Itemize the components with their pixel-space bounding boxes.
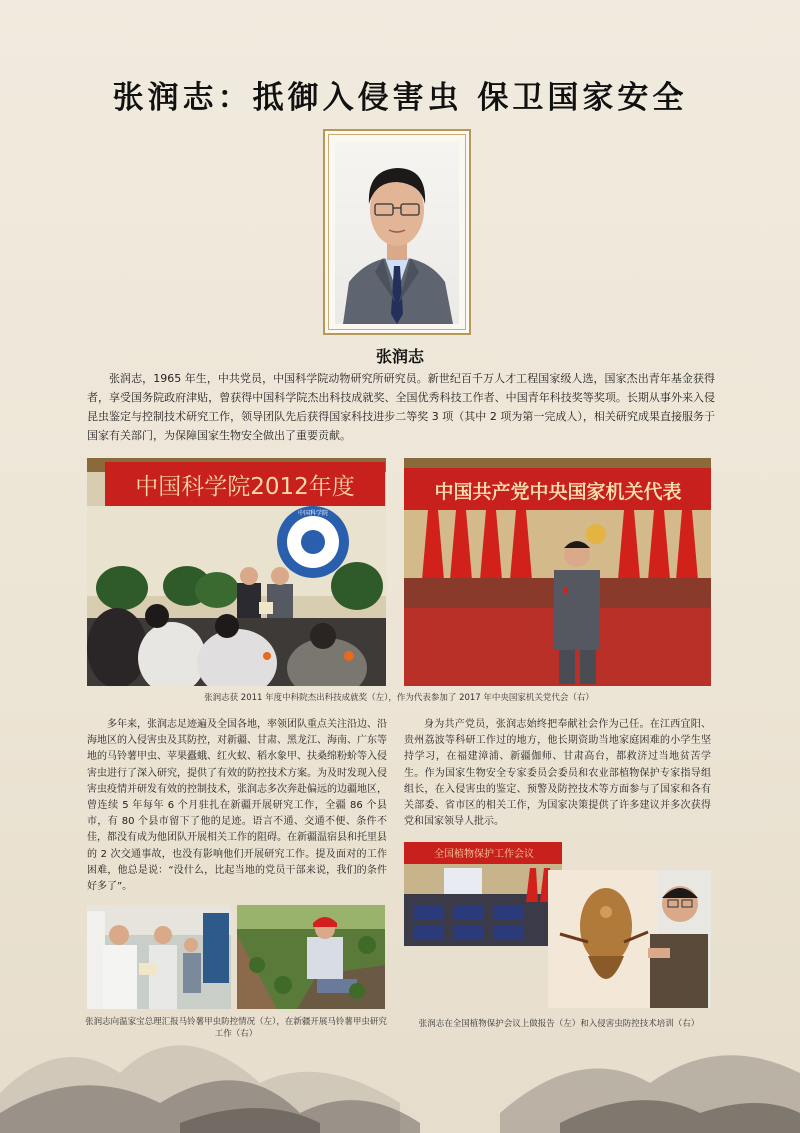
party-congress-photo [404, 458, 711, 686]
meeting-report-photo [404, 842, 562, 946]
caption-bottom-right: 张润志在全国植物保护会议上做报告（左）和入侵害虫防控技术培训（右） [418, 1019, 700, 1029]
award-ceremony-photo [87, 458, 386, 686]
ink-mountains-decoration [0, 973, 800, 1133]
portrait-frame [323, 129, 471, 335]
portrait-photo [335, 142, 459, 324]
paragraph-field-work: 多年来，张润志足迹遍及全国各地，率领团队重点关注沿边、沿海地区的入侵害虫及其防控，对新疆、甘肃、黑龙江、海南、广东等地的马铃薯甲虫、苹果蠹蛾、红火蚁、稻水象甲、扶桑绵粉蚧等入侵害虫进行了深入研究，提供了有效的防控技术方案。为及时发现入侵害虫疫情并研发有效的控制技术，张润志多次奔赴偏远的边疆地区，曾连续 5 年每年 6 个月驻扎在新疆开展研究工作，全疆 86 个县市，有 80 个县市留下了他的足迹。语言不通、交通不便、条件不佳，都没有成为他团队开展相关工作的阻碍。在新疆温宿县和托里县的 2 次交通事故，也没有影响他们开展研究工作。提及面对的工作困难，他总是说：“没什么，比起当地的党员干部来说，我们的条件好多了”。 [87, 719, 387, 893]
person-name: 张润志 [375, 347, 424, 366]
page-title: 张润志：抵御入侵害虫 保卫国家安全 [112, 80, 688, 116]
cas-emblem-text: 中国科学院 [297, 510, 329, 517]
congress-banner-text: 中国共产党中央国家机关代表 [434, 481, 682, 503]
caption-bottom-left: 张润志向温家宝总理汇报马铃薯甲虫防控情况（左），在新疆开展马铃薯甲虫研究工作（右） [85, 1017, 387, 1039]
paragraph-social-service: 身为共产党员，张润志始终把奉献社会作为己任。在江西宜阳、贵州荔波等科研工作过的地方，他长期资助当地家庭困难的小学生坚持学习，在福建漳浦、新疆伽师、甘肃高台，都救济过当地贫苦学生。作为国家生物安全专家委员会委员和农业部植物保护专家指导组组长，在入侵害虫的鉴定、预警及防控技术等方面参与了国家和各有关部委、省市区的相关工作，为国家决策提供了许多建议并多次获得党和国家领导人批示。 [404, 719, 711, 828]
bio-paragraph: 张润志，1965 年生，中共党员，中国科学院动物研究所研究员。新世纪百千万人才工程国家级人选，国家杰出青年基金获得者，享受国务院政府津贴，曾获得中国科学院杰出科技成就奖、全国优秀科技工作者、中国青年科技奖等奖项。长期从事外来入侵昆虫鉴定与控制技术研究工作，领导团队先后获得国家科技进步二等奖 3 项（其中 2 项为第一完成人），相关研究成果直接服务于国家有关部门，为保障国家生物安全做出了重要贡献。 [87, 372, 715, 442]
award-banner-text: 中国科学院2012年度 [135, 474, 355, 500]
meeting-banner-text: 全国植物保护工作会议 [434, 849, 534, 860]
caption-top-photos: 张润志获 2011 年度中科院杰出科技成就奖（左），作为代表参加了 2017 年中央国家机关党代会（右） [204, 693, 594, 703]
